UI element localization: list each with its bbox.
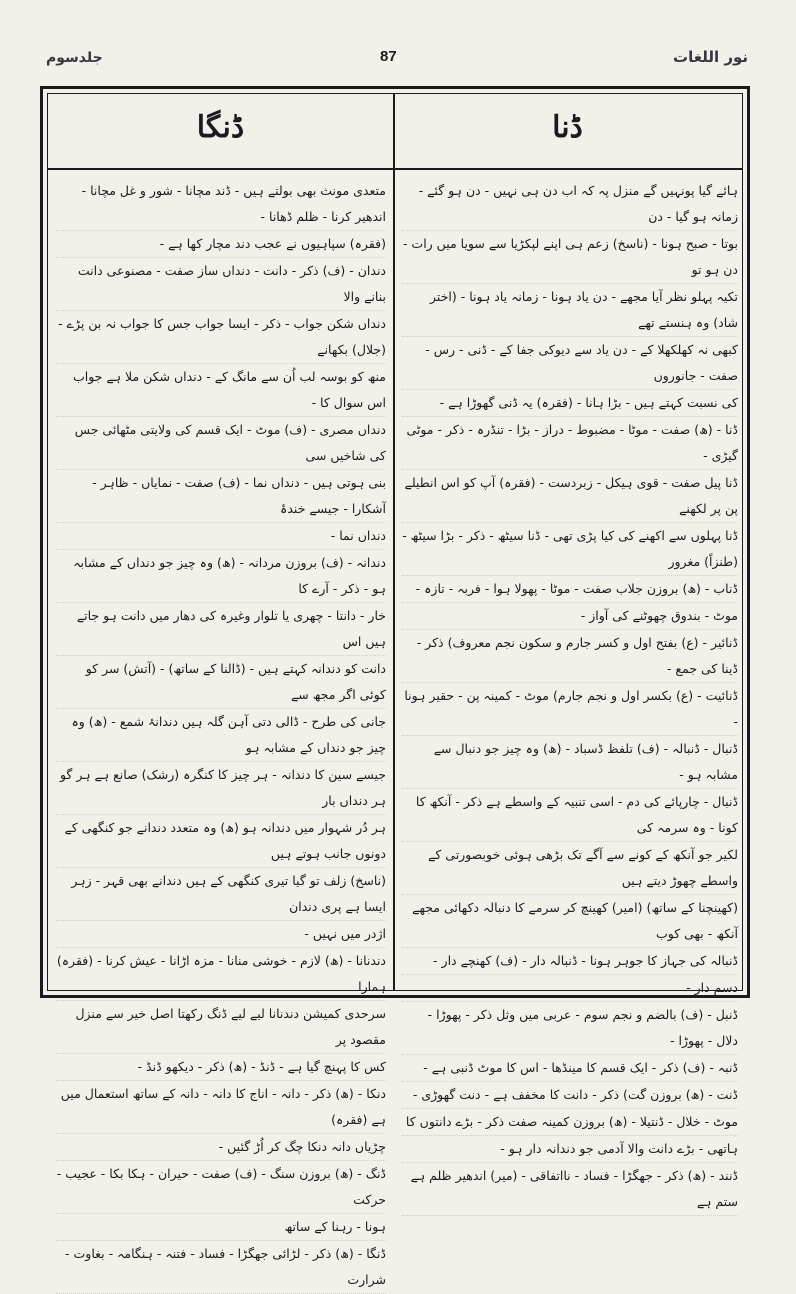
text-line: ڈنت - (ھ) بروزن گت) ذکر - دانت کا مخفف ہے - دنت گھوڑی - xyxy=(402,1082,738,1109)
text-line: کس کا پہنچ گیا ہے - ڈنڈ - (ھ) ذکر - دیکھو ڈنڈ - xyxy=(56,1054,386,1081)
text-line: کبھی نہ کھلکھلا کے - دن یاد سے دیوکی جفا کے - ڈنی - رس - صفت - جانوروں xyxy=(402,337,738,390)
text-line: لکیر جو آنکھ کے کونے سے آگے تک بڑھی ہوئی خوبصورتی کے واسطے چھوڑ دیتے ہیں xyxy=(402,842,738,895)
text-line: جانی کی طرح - ڈالی دتی آہن گلہ ہیں دندانۂ شمع - (ھ) وہ چیز جو دنداں کے مشابہ ہو xyxy=(56,709,386,762)
page-number: 87 xyxy=(380,48,397,65)
text-line: دنداں شکن جواب - ذکر - ایسا جواب جس کا جواب نہ بن پڑے - (جلال) بکھانے xyxy=(56,311,386,364)
header-divider xyxy=(48,168,742,170)
text-line: سرحدی کمیشن دندنانا لیے لیے ڈنگ رکھتا اصل خیر سے منزل مقصود پر xyxy=(56,1001,386,1054)
text-line: ہاتھی - بڑے دانت والا آدمی جو دندانہ دار ہو - xyxy=(402,1136,738,1163)
text-line: بوتا - صبح ہونا - (ناسخ) زعم ہی اپنے لپکڑیا سے سویا میں رات - دن ہو تو xyxy=(402,231,738,284)
text-line: خار - دانتا - چھری یا تلوار وغیرہ کی دھار میں دانت ہو جاتے ہیں اس xyxy=(56,603,386,656)
page-frame xyxy=(40,86,750,1287)
text-line: ڈناب - (ھ) بروزن جلاب صفت - موٹا - پھولا ہوا - فربہ - تازہ - xyxy=(402,576,738,603)
text-line: ڈنائیت - (ع) بکسر اول و نجم جارم) موٹ - کمینہ پن - حقیر ہونا - xyxy=(402,683,738,736)
text-line: ڈنا پہلوں سے اکھنے کی کیا پڑی تھی - ڈنا سیٹھ - ذکر - بڑا سیٹھ - (طنزاً) مغرور xyxy=(402,523,738,576)
left-column-text xyxy=(56,178,386,1287)
text-line: دنداں نما - xyxy=(56,523,386,550)
book-title: نور اللغات xyxy=(673,48,748,66)
text-line: ہونا - رہنا کے ساتھ xyxy=(56,1214,386,1241)
text-line: چڑیاں دانہ دنکا چگ کر اُڑ گئیں - xyxy=(56,1134,386,1161)
text-line: ڈنند - (ھ) ذکر - جھگڑا - فساد - نااتفاقی - (میر) اندھیر ظلم ہے ستم ہے xyxy=(402,1163,738,1216)
text-line: دنکا - (ھ) ذکر - دانہ - اناج کا دانہ - دانہ کے ساتھ استعمال میں ہے (فقرہ) xyxy=(56,1081,386,1134)
text-line: ہر دُر شہوار میں دندانہ ہو (ھ) وہ متعدد دندانے جو کنگھی کے دونوں جانب ہوتے ہیں xyxy=(56,815,386,868)
text-line: دندانہ - (ف) بروزن مردانہ - (ھ) وہ چیز جو دنداں کے مشابہ ہو - ذکر - آرے کا xyxy=(56,550,386,603)
text-line: (کھینچنا کے ساتھ) (امیر) کھینچ کر سرمے کا دنبالہ دکھائی مجھے آنکھ - بھی کوب xyxy=(402,895,738,948)
text-line: جیسے سین کا دندانہ - ہر چیز کا کنگرہ (رشک) صانع ہے ہر گو ہر دنداں بار xyxy=(56,762,386,815)
text-line: منھ کو بوسہ لب اُن سے مانگ کے - دنداں شکن ملا ہے جواب اس سوال کا - xyxy=(56,364,386,417)
text-line: بنی ہوتی ہیں - دنداں نما - (ف) صفت - نمایاں - ظاہر - آشکارا - جیسے خندۂ xyxy=(56,470,386,523)
volume-label: جلدسوم xyxy=(46,50,103,66)
text-line: ڈنبال - ڈنبالہ - (ف) تلفظ ڈسباد - (ھ) وہ چیز جو دنبال سے مشابہ ہو - xyxy=(402,736,738,789)
text-line: ہائے گیا پونہیں گے منزل پہ کہ اب دن ہی نہیں - دن ہو گئے - زمانہ ہو گیا - دن xyxy=(402,178,738,231)
text-line: ڈنگا - (ھ) ذکر - لڑائی جھگڑا - فساد - فتنہ - ہنگامہ - بغاوت - شرارت xyxy=(56,1241,386,1294)
text-line: موٹ - بندوق چھوٹنے کی آواز - xyxy=(402,603,738,630)
left-column-title: ڈنگا xyxy=(196,110,245,145)
column-divider xyxy=(393,94,395,990)
text-line: ڈنبال - چارپائے کی دم - اسی تنبیہ کے واسطے ہے ذکر - آنکھ کا کونا - وہ سرمہ کی xyxy=(402,789,738,842)
text-line: ڈنا - (ھ) صفت - موٹا - مضبوط - دراز - بڑا - تنڈرہ - ذکر - موٹی گیڑی - xyxy=(402,417,738,470)
right-column-title: ڈنا xyxy=(552,110,583,145)
text-line: موٹ - خلال - ڈنتیلا - (ھ) بروزن کمینہ صفت ذکر - بڑے دانتوں کا xyxy=(402,1109,738,1136)
text-line: دنداں مصری - (ف) موٹ - ایک قسم کی ولایتی مٹھائی جس کی شاخیں سی xyxy=(56,417,386,470)
text-line: ڈنائیر - (ع) بفتح اول و کسر جارم و سکون نجم معروف) ذکر - ڈینا کی جمع - xyxy=(402,630,738,683)
text-line: ڈنگ - (ھ) بروزن سنگ - (ف) صفت - حیران - ہکا بکا - عجیب - حرکت xyxy=(56,1161,386,1214)
text-line: دندنانا - (ھ) لازم - خوشی منانا - مزہ اڑانا - عیش کرنا - (فقرہ) ہمارا xyxy=(56,948,386,1001)
text-line: (فقرہ) سپاہیوں نے عجب دند مچار کھا ہے - xyxy=(56,231,386,258)
text-line: تکیہ پہلو نظر آیا مجھے - دن یاد ہونا - زمانہ یاد ہونا - (اختر شاد) وہ ہنستے تھے xyxy=(402,284,738,337)
text-line: متعدی مونث بھی بولتے ہیں - ڈند مچانا - شور و غل مچانا - اندھیر کرنا - ظلم ڈھانا - xyxy=(56,178,386,231)
page-header xyxy=(40,46,756,70)
text-line: اژدر میں نہیں - xyxy=(56,921,386,948)
text-line: ڈنبل - (ف) بالضم و نجم سوم - عربی میں وثل ذکر - پھوڑا - دلال - پھوڑا - xyxy=(402,1002,738,1055)
text-line: دندان - (ف) ذکر - دانت - دنداں ساز صفت - مصنوعی دانت بنانے والا xyxy=(56,258,386,311)
text-line: ڈنا پیل صفت - قوی ہیکل - زبردست - (فقرہ) آپ کو اس انطیلے پن پر لکھنے xyxy=(402,470,738,523)
text-line: کی نسبت کہتے ہیں - بڑا ہانا - (فقرہ) یہ ڈنی گھوڑا ہے - xyxy=(402,390,738,417)
text-line: ڈنبہ - (ف) ذکر - ایک قسم کا مینڈھا - اس کا موٹ ڈنبی ہے - xyxy=(402,1055,738,1082)
text-line: دانت کو دندانہ کہتے ہیں - (ڈالنا کے ساتھ) - (آتش) سر کو کوئی اگر مجھ سے xyxy=(56,656,386,709)
text-line: دسم دار - xyxy=(402,975,738,1002)
page-frame-inner xyxy=(47,93,743,1287)
text-line: (ناسخ) زلف تو گیا تیری کنگھی کے ہیں دندانے بھی قہر - زہر ایسا ہے پری دندان xyxy=(56,868,386,921)
right-column-text xyxy=(402,178,738,1209)
text-line: ڈنبالہ کی جہاز کا جوہر ہونا - ڈنبالہ دار - (ف) کھنچے دار - xyxy=(402,948,738,975)
